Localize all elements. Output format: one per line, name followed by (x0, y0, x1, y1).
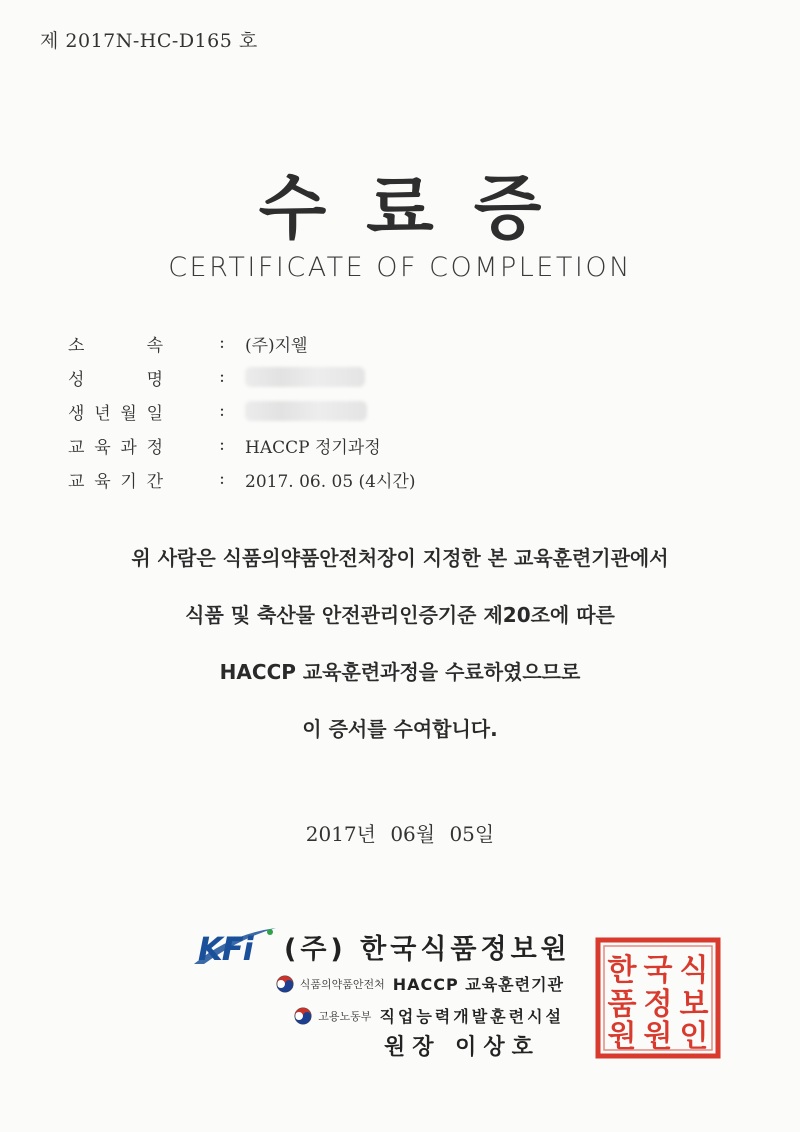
kfi-logo-text: KFi (198, 930, 253, 968)
seal-char: 국 (643, 953, 673, 988)
statement-line: 이 증서를 수여합니다. (302, 717, 498, 741)
mfds-label: 식품의약품안전처 (299, 977, 385, 991)
kfi-logo (190, 924, 280, 968)
certificate-title: 수료증 (258, 167, 582, 249)
info-row-course (68, 428, 668, 462)
recipient-info (68, 326, 668, 496)
info-colon: : (219, 435, 225, 455)
issuer-sub-moel (294, 1004, 564, 1027)
seal-char: 원 (643, 1019, 673, 1054)
info-row-affiliation (68, 326, 668, 360)
issue-date: 2017년 06월 05일 (305, 822, 495, 846)
redacted-birthdate (245, 401, 367, 421)
info-label: 교 육 기 간 (68, 471, 163, 492)
info-value-name (241, 367, 668, 388)
info-label: 교 육 과 정 (68, 437, 163, 458)
seal-char: 식 (679, 953, 709, 988)
info-value-affiliation: (주)지웰 (245, 335, 308, 356)
info-colon: : (219, 333, 225, 353)
haccp-institution: HACCP 교육훈련기관 (392, 975, 564, 994)
certificate-subtitle: CERTIFICATE OF COMPLETION (168, 252, 632, 283)
seal-char: 인 (679, 1019, 709, 1054)
issuer-name: (주) 한국식품정보원 (284, 933, 571, 965)
info-row-period (68, 462, 668, 496)
official-seal (594, 936, 722, 1060)
moel-label: 고용노동부 (318, 1009, 372, 1023)
info-label: 성 명 (68, 369, 163, 390)
info-value-period: 2017. 06. 05 (4시간) (245, 471, 416, 492)
korea-gov-emblem-icon (276, 975, 294, 993)
korea-gov-emblem-icon (294, 1007, 312, 1025)
statement-line: 위 사람은 식품의약품안전처장이 지정한 본 교육훈련기관에서 (131, 546, 669, 570)
seal-char: 한 (607, 953, 637, 988)
statement-line: HACCP 교육훈련과정을 수료하였으므로 (219, 660, 581, 684)
certificate-number: 제 2017N-HC-D165 호 (40, 30, 258, 52)
info-value-birthdate (241, 401, 668, 422)
info-colon: : (219, 367, 225, 387)
director-name: 원장 이상호 (384, 1035, 540, 1060)
seal-char: 정 (643, 987, 673, 1022)
info-label: 소 속 (68, 335, 163, 356)
issuer-header (190, 924, 571, 968)
seal-char: 원 (607, 1019, 637, 1054)
info-row-birthdate (68, 394, 668, 428)
issuer-sub-mfds (276, 972, 564, 995)
info-colon: : (219, 401, 225, 421)
seal-char: 품 (607, 987, 637, 1022)
seal-char: 보 (679, 987, 709, 1022)
statement-line: 식품 및 축산물 안전관리인증기준 제20조에 따른 (185, 603, 615, 627)
training-facility: 직업능력개발훈련시설 (379, 1007, 564, 1026)
info-label: 생 년 월 일 (68, 403, 163, 424)
info-colon: : (219, 469, 225, 489)
redacted-name (245, 367, 365, 387)
info-row-name (68, 360, 668, 394)
info-value-course: HACCP 정기과정 (245, 437, 381, 458)
certificate-statement (0, 538, 800, 766)
